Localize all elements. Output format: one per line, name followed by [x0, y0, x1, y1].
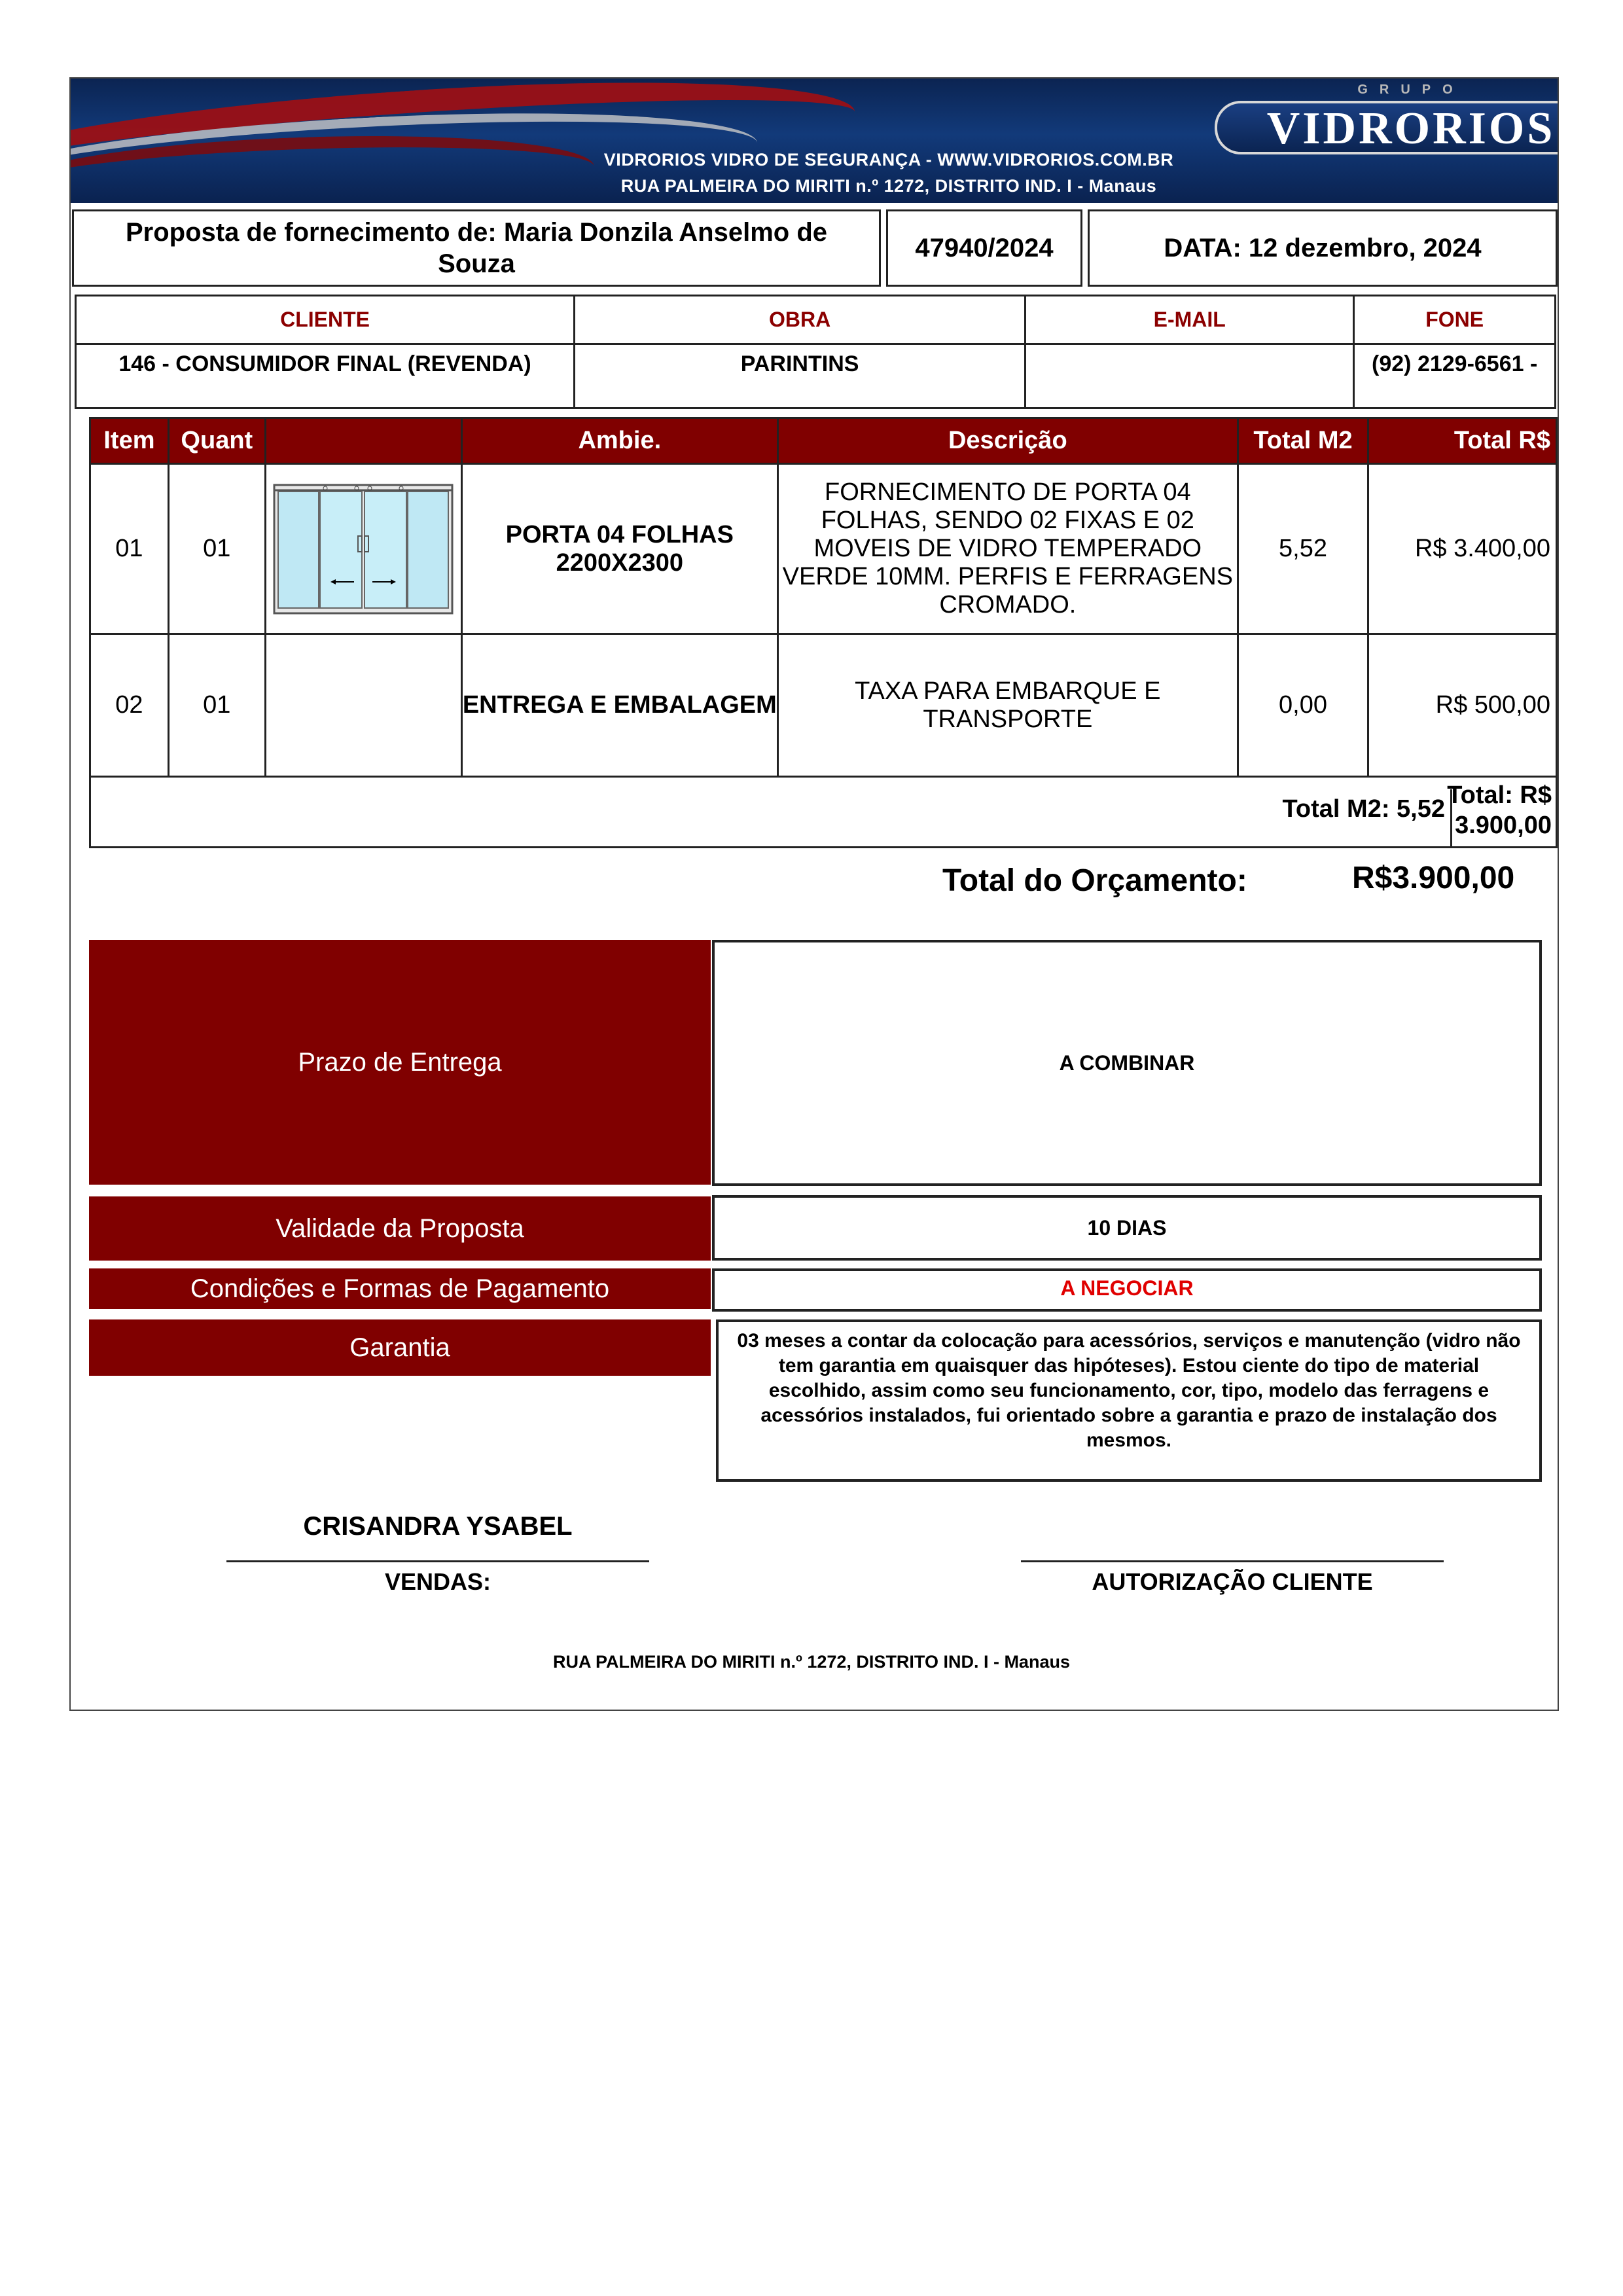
client-table-header: [76, 296, 1556, 344]
row-descricao: FORNECIMENTO DE PORTA 04 FOLHAS, SENDO 02 FIXAS E 02 MOVEIS DE VIDRO TEMPERADO VERDE 10MM. PERFIS E FERRAGENS CROMADO.: [777, 464, 1238, 634]
glass-door-image: [273, 484, 454, 615]
banner-tagline: [529, 147, 1249, 199]
pagamento-value: A NEGOCIAR: [712, 1268, 1542, 1312]
total-rs: Total: R$ 3.900,00: [1447, 781, 1552, 839]
grand-total-value: R$3.900,00: [1352, 861, 1515, 895]
value-obra: PARINTINS: [575, 344, 1026, 408]
row-item: 02: [90, 634, 169, 777]
logo-grupo-text: GRUPO: [1357, 82, 1465, 97]
banner-tagline-line1: VIDRORIOS VIDRO DE SEGURANÇA - WWW.VIDRORIOS.COM.BR: [603, 150, 1174, 170]
row-descricao: TAXA PARA EMBARQUE E TRANSPORTE: [777, 634, 1238, 777]
company-logo: [1208, 82, 1558, 154]
prazo-value: A COMBINAR: [712, 940, 1542, 1186]
header-descricao: Descrição: [777, 418, 1238, 464]
validade-value: 10 DIAS: [712, 1195, 1542, 1261]
client-signature-line: [1021, 1560, 1444, 1562]
header-total-m2: Total M2: [1238, 418, 1368, 464]
row-ambie: ENTREGA E EMBALAGEM: [461, 634, 777, 777]
row-image: [265, 464, 461, 634]
label-obra: OBRA: [575, 296, 1026, 344]
header-ambie: Ambie.: [461, 418, 777, 464]
table-row: [90, 634, 1557, 777]
items-table-header: [90, 418, 1557, 464]
footer-address: RUA PALMEIRA DO MIRITI n.º 1272, DISTRITO IND. I - Manaus: [553, 1652, 1070, 1672]
client-table: [75, 295, 1556, 409]
header-quant: Quant: [168, 418, 265, 464]
pagamento-label: Condições e Formas de Pagamento: [89, 1268, 711, 1309]
banner-tagline-line2: RUA PALMEIRA DO MIRITI n.º 1272, DISTRITO IND. I - Manaus: [620, 176, 1157, 196]
validade-label: Validade da Proposta: [89, 1196, 711, 1261]
row-total-m2: 5,52: [1238, 464, 1368, 634]
seller-name: CRISANDRA YSABEL: [303, 1512, 573, 1541]
prazo-label: Prazo de Entrega: [89, 940, 711, 1185]
row-quant: 01: [168, 634, 265, 777]
header-total-rs: Total R$: [1368, 418, 1557, 464]
proposal-date: DATA: 12 dezembro, 2024: [1088, 209, 1558, 287]
row-total-rs: R$ 3.400,00: [1368, 464, 1557, 634]
client-label: AUTORIZAÇÃO CLIENTE: [1092, 1568, 1373, 1595]
garantia-value: 03 meses a contar da colocação para acessórios, serviços e manutenção (vidro não tem garantia em quaisquer das hipóteses). Estou ciente do tipo de material escolhido, assim como seu funcionamento, cor, tipo, modelo das ferragens e acessórios instalados, fui orientado sobre a garantia e prazo de instalação dos mesmos.: [716, 1319, 1542, 1482]
proposal-number: 47940/2024: [886, 209, 1082, 287]
logo-wordmark: VIDRORIOS: [1266, 103, 1556, 154]
label-email: E-MAIL: [1026, 296, 1354, 344]
row-item: 01: [90, 464, 169, 634]
table-row: [90, 464, 1557, 634]
items-table: [89, 417, 1558, 778]
header-item: Item: [90, 418, 169, 464]
label-fone: FONE: [1354, 296, 1556, 344]
value-fone: (92) 2129-6561 -: [1354, 344, 1556, 408]
grand-total-label: Total do Orçamento:: [942, 863, 1247, 898]
proposal-title: Proposta de fornecimento de: Maria Donzila Anselmo de Souza: [72, 209, 881, 287]
row-ambie: PORTA 04 FOLHAS 2200X2300: [461, 464, 777, 634]
seller-label: VENDAS:: [384, 1568, 491, 1595]
table-totals: [89, 776, 1558, 848]
row-image: [265, 634, 461, 777]
header-banner: [71, 79, 1558, 203]
row-quant: 01: [168, 464, 265, 634]
client-table-values: [76, 344, 1556, 408]
value-email: [1026, 344, 1354, 408]
total-m2: Total M2: 5,52: [1086, 789, 1452, 847]
value-cliente: 146 - CONSUMIDOR FINAL (REVENDA): [76, 344, 575, 408]
row-total-rs: R$ 500,00: [1368, 634, 1557, 777]
seller-signature-line: [226, 1560, 649, 1562]
row-total-m2: 0,00: [1238, 634, 1368, 777]
label-cliente: CLIENTE: [76, 296, 575, 344]
garantia-label: Garantia: [89, 1319, 711, 1376]
header-image: [265, 418, 461, 464]
